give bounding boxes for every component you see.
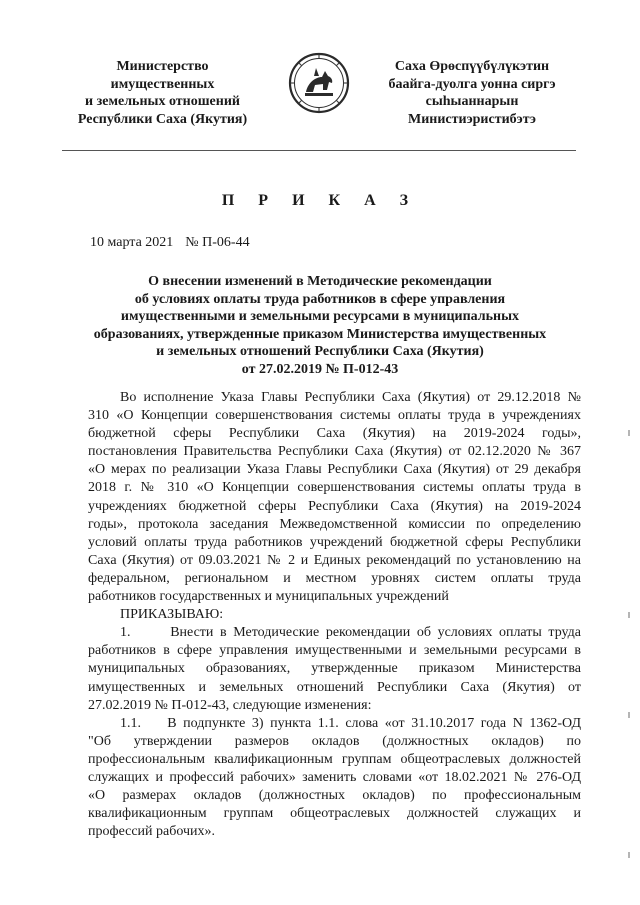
- body-line: профессий рабочих».: [88, 824, 216, 840]
- subject-line: имущественными и земельными ресурсами в муниципальных: [120, 309, 520, 325]
- body-line: 2018 г. № 310 «О Концепции совершенствования системы оплаты труда в: [88, 480, 581, 496]
- body-line: «О размерах окладов (должностных окладов) по профессиональным: [88, 788, 581, 804]
- order-number: № П-06-44: [185, 235, 250, 250]
- document-title: П Р И К А З: [221, 192, 419, 209]
- order-directive: ПРИКАЗЫВАЮ:: [120, 607, 224, 623]
- body-line: 310 «О Концепции совершенствования системы оплаты труда в учреждениях: [88, 408, 581, 424]
- body-line: служащих и профессий рабочих» заменить словами «от 18.02.2021 № 276-ОД: [88, 769, 581, 785]
- ministry-name-line: Республики Саха (Якутия): [77, 111, 248, 127]
- ministry-name-russian: [50, 58, 275, 128]
- subject-line: и земельных отношений Республики Саха (Якутия): [156, 344, 484, 360]
- body-line: имущественных и земельных отношений Республики Саха (Якутия) от: [88, 679, 581, 695]
- order-date-line: [90, 235, 250, 251]
- ministry-name-line: Министиэристибэтэ: [408, 111, 536, 127]
- scan-margin-mark: [628, 852, 630, 858]
- body-line: Саха (Якутия) от 09.03.2021 № 2 и Единых рекомендаций по установлению на: [88, 552, 581, 568]
- coat-of-arms-sakha-emblem: [288, 52, 350, 114]
- body-line: Во исполнение Указа Главы Республики Саха (Якутия) от 29.12.2018 №: [120, 390, 581, 405]
- scan-margin-mark: [628, 712, 630, 718]
- subject-line: О внесении изменений в Методические рекомендации: [148, 274, 492, 289]
- scan-margin-mark: [628, 612, 630, 618]
- header-divider: [62, 150, 576, 151]
- body-line: квалификационным группам общеотраслевых должностей служащих и: [88, 806, 581, 822]
- ministry-name-line: Саха Өрөспүүбүлүкэтин: [394, 59, 550, 74]
- body-line: годы», протокола заседания Межведомственной комиссии по определению: [88, 516, 581, 532]
- ministry-name-line: имущественных: [110, 76, 215, 92]
- scan-margin-mark: [628, 430, 630, 436]
- ministry-name-line: сыһыаннарын: [425, 94, 519, 109]
- order-date: 10 марта 2021: [90, 235, 174, 250]
- body-line: бюджетной сферы Республики Саха (Якутия) на 2019-2024 годы»,: [88, 426, 581, 442]
- body-line: «О мерах по реализации Указа Главы Республики Саха (Якутия) от 29 декабря: [88, 462, 581, 478]
- ministry-name-line: и земельных отношений: [85, 94, 240, 109]
- subject-line: образованиях, утвержденные приказом Министерства имущественных: [93, 326, 547, 342]
- body-line: 1. Внести в Методические рекомендации об условиях оплаты труда: [120, 625, 581, 641]
- body-line: федеральном, региональном и местном уровнях систем оплаты труда: [88, 570, 581, 586]
- body-line: профессиональным квалификационным группам общеотраслевых должностей: [88, 751, 581, 767]
- ministry-name-yakut: [362, 58, 582, 128]
- body-line: учреждениях бюджетной сферы Республики Саха (Якутия) на 2019-2024: [88, 498, 581, 514]
- order-body: [88, 389, 581, 841]
- body-line: условий оплаты труда работников учреждений бюджетной сферы Республики: [88, 534, 581, 550]
- body-line: муниципальных образованиях, утвержденные приказом Министерства: [88, 661, 581, 677]
- subject-line: об условиях оплаты труда работников в сфере управления: [134, 291, 506, 307]
- body-line: работников в сфере управления имущественными и земельными ресурсами в: [88, 643, 581, 659]
- body-line: 27.02.2019 № П-012-43, следующие изменения:: [88, 697, 372, 713]
- ministry-name-line: баайга-дуолга уонна сиргэ: [388, 76, 556, 92]
- body-line: "Об утверждении размеров окладов (должностных окладов) по: [88, 733, 581, 749]
- body-line: 1.1. В подпункте 3) пункта 1.1. слова «от 31.10.2017 года N 1362-ОД: [120, 715, 581, 731]
- body-line: работников государственных и муниципальных учреждений: [88, 589, 449, 605]
- subject-line: от 27.02.2019 № П-012-43: [241, 361, 399, 377]
- order-subject: [60, 273, 580, 379]
- ministry-name-line: Министерство: [116, 59, 209, 74]
- body-line: постановления Правительства Республики Саха (Якутия) от 02.12.2020 № 367: [88, 444, 581, 460]
